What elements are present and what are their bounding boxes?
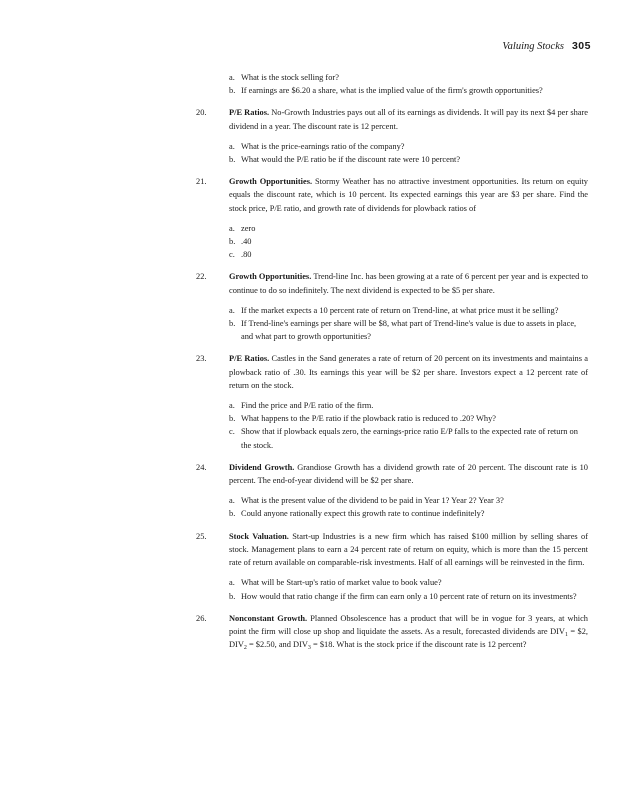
problem-text: Grandiose Growth has a dividend growth rate of 20 percent. The discount rate is 10 percent. The end-of-year dividend will be $2 per share. [229, 462, 588, 486]
problem-number: 26. [196, 613, 207, 623]
problem-24 [196, 461, 588, 487]
problem-20 [196, 106, 588, 132]
running-header [502, 40, 591, 52]
problem-number: 25. [196, 531, 207, 541]
item-label: a. [229, 141, 235, 151]
item-label: a. [229, 496, 235, 506]
list-item [229, 140, 588, 153]
problem-number: 23. [196, 354, 207, 364]
item-text: .80 [241, 250, 252, 260]
problem-title: Nonconstant Growth. [229, 613, 308, 623]
problem-23 [196, 352, 588, 392]
item-label: b. [229, 319, 236, 329]
list-item [229, 71, 588, 84]
continuation-items [196, 71, 588, 97]
item-text: What would the P/E ratio be if the discount rate were 10 percent? [241, 155, 461, 165]
list-item [229, 425, 588, 451]
item-text: Find the price and P/E ratio of the firm. [241, 401, 374, 411]
item-text: If the market expects a 10 percent rate of return on Trend-line, at what price must it be selling? [241, 305, 559, 315]
item-text: What is the present value of the dividend to be paid in Year 1? Year 2? Year 3? [241, 496, 504, 506]
problem-text: Trend-line Inc. has been growing at a rate of 6 percent per year and is expected to continue to do so indefinitely. The next dividend is expected to be $5 per share. [229, 272, 588, 295]
item-label: a. [229, 305, 235, 315]
item-text: .40 [241, 237, 252, 247]
list-item [229, 248, 588, 261]
problem-number: 22. [196, 272, 207, 282]
item-text: zero [241, 223, 256, 233]
problem-text: No-Growth Industries pays out all of its earnings as dividends. It will pay its next $4 per share dividend in a year. The discount rate is 12 percent. [229, 108, 588, 131]
problem-25-items [196, 576, 588, 602]
item-label: c. [229, 427, 235, 437]
problem-22 [196, 270, 588, 296]
problem-title: P/E Ratios. [229, 354, 270, 364]
item-text: What happens to the P/E ratio if the plowback ratio is reduced to .20? Why? [241, 414, 496, 424]
list-item [229, 412, 588, 425]
list-item [229, 222, 588, 235]
problem-21-items [196, 222, 588, 262]
item-text: What is the price-earnings ratio of the company? [241, 141, 405, 151]
item-label: b. [229, 591, 236, 601]
item-text: Show that if plowback equals zero, the earnings-price ratio E/P falls to the expected rate of return on the stock. [241, 427, 578, 450]
item-label: b. [229, 509, 236, 519]
item-label: a. [229, 401, 235, 411]
problem-number: 20. [196, 108, 207, 118]
problem-21 [196, 175, 588, 215]
problem-title: Stock Valuation. [229, 531, 289, 541]
subscript: 3 [307, 645, 311, 652]
subscript: 2 [243, 645, 247, 652]
problem-text: = $2, DIV [229, 626, 588, 650]
list-item [229, 235, 588, 248]
item-label: a. [229, 73, 235, 82]
item-text: If Trend-line's earnings per share will be $8, what part of Trend-line's value is due to assets in place, and what part to growth opportunities? [241, 319, 577, 342]
list-item [229, 494, 588, 507]
page-number: 305 [571, 40, 591, 52]
list-item [229, 399, 588, 412]
problem-22-items [196, 304, 588, 344]
item-label: b. [229, 414, 236, 424]
list-item [229, 153, 588, 166]
list-item [229, 84, 588, 97]
problem-24-items [196, 494, 588, 520]
problem-text: Planned Obsolescence has a product that will be in vogue for 3 years, at which point the firm will close up shop and liquidate the assets. As a result, forecasted dividends are DIV [229, 613, 588, 636]
item-label: a. [229, 223, 235, 233]
problem-text: = $18. What is the stock price if the discount rate is 12 percent? [310, 640, 527, 650]
problem-25 [196, 530, 588, 570]
item-label: c. [229, 250, 235, 260]
problem-title: P/E Ratios. [229, 108, 270, 118]
problem-set [196, 71, 588, 651]
problem-26 [196, 612, 588, 652]
problem-number: 21. [196, 177, 207, 187]
problem-title: Growth Opportunities. [229, 177, 313, 187]
list-item [229, 576, 588, 589]
item-text: How would that ratio change if the firm can earn only a 10 percent rate of return on its investments? [241, 591, 577, 601]
problem-text: = $2.50, and DIV [246, 640, 308, 650]
list-item [229, 304, 588, 317]
item-label: b. [229, 155, 236, 165]
item-label: b. [229, 237, 236, 247]
item-text: Could anyone rationally expect this growth rate to continue indefinitely? [241, 509, 485, 519]
item-label: b. [229, 86, 236, 96]
problem-number: 24. [196, 462, 207, 472]
problem-title: Growth Opportunities. [229, 272, 312, 282]
problem-20-items [196, 140, 588, 166]
list-item [229, 590, 588, 603]
item-label: a. [229, 578, 235, 588]
chapter-title: Valuing Stocks [502, 41, 564, 52]
problem-text: Stormy Weather has no attractive investment opportunities. Its return on equity equals the discount rate, which is 10 percent. Its expected earnings this year are $3 per share. Find the stock price, P/E ratio, and growth rate of dividends for plowback ratios of [229, 177, 588, 213]
problem-title: Dividend Growth. [229, 462, 295, 472]
list-item [229, 507, 588, 520]
subscript: 1 [564, 631, 568, 638]
item-text: What is the stock selling for? [241, 73, 339, 82]
item-text: What will be Start-up's ratio of market value to book value? [241, 578, 442, 588]
list-item [229, 317, 588, 343]
problem-text: Castles in the Sand generates a rate of return of 20 percent on its investments and maintains a plowback ratio of .30. Its earnings this year will be $2 per share. Investors expect a 12 percent rate of return on the stock. [229, 354, 588, 390]
problem-23-items [196, 399, 588, 452]
item-text: If earnings are $6.20 a share, what is the implied value of the firm's growth opportunities? [241, 86, 543, 96]
problem-text: Start-up Industries is a new firm which has raised $100 million by selling shares of stock. Management plans to earn a 24 percent rate of return on equity, which is more than the 15 percent rate of return available on comparable-risk investments. Half of all earnings will be reinvested in the firm. [229, 531, 588, 568]
